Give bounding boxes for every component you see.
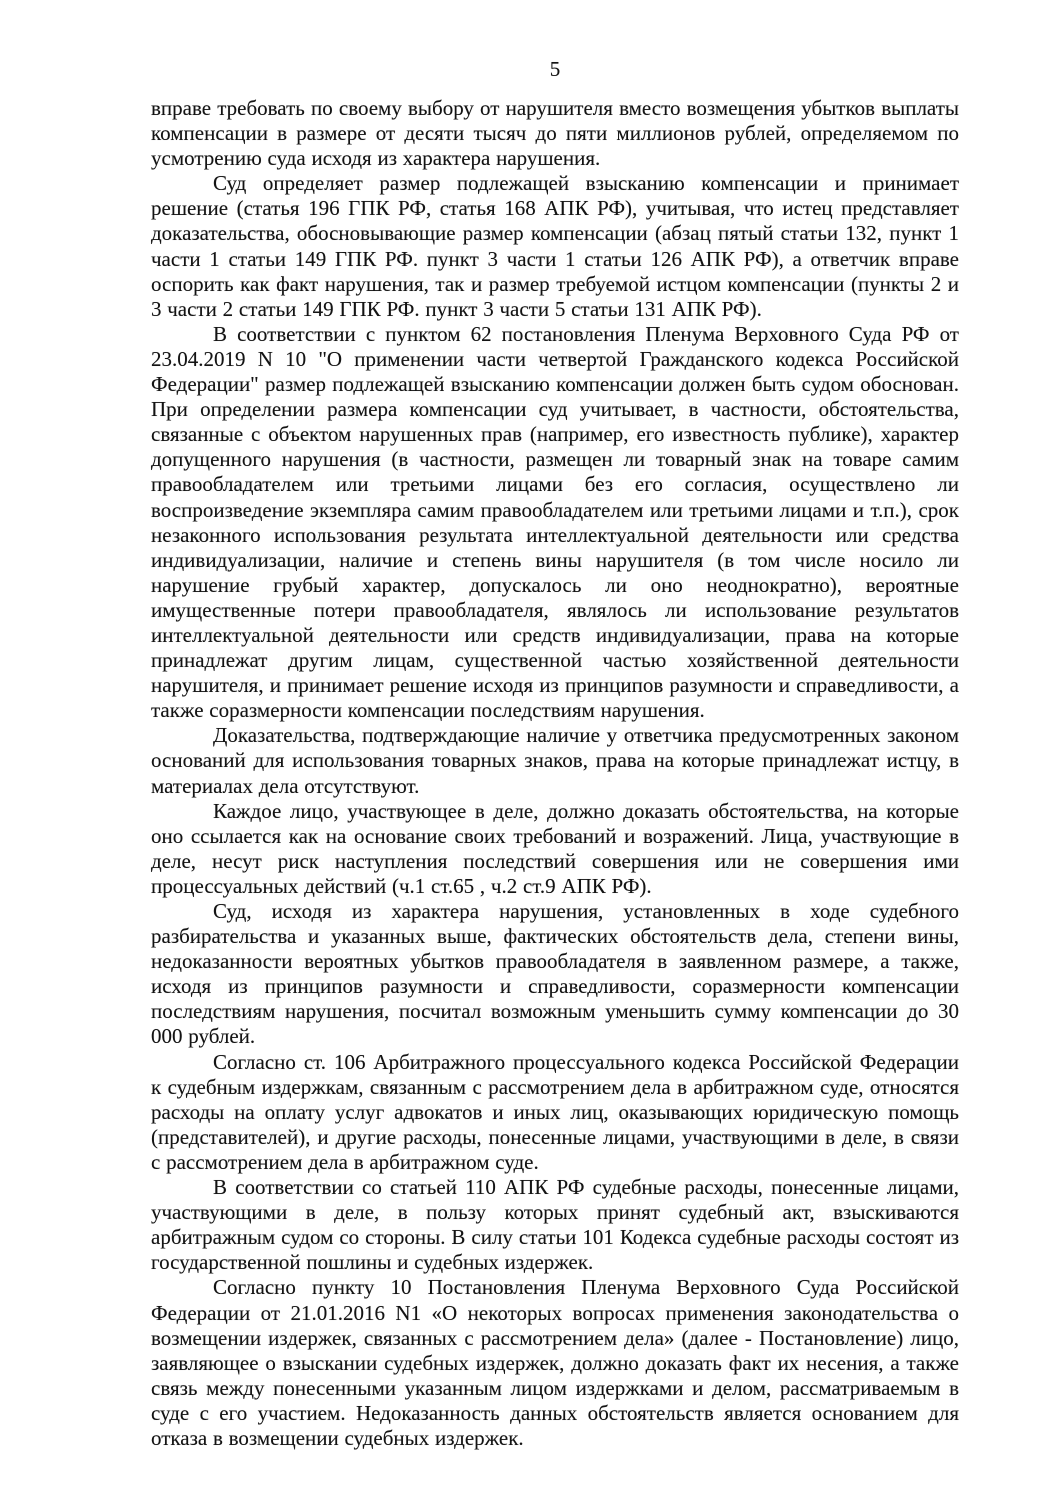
paragraph: Согласно ст. 106 Арбитражного процессуального кодекса Российской Федерации к судебным издержкам, связанным с рассмотрением дела в арбитражном суде, относятся расходы на оплату услуг адвокатов и иных лиц, оказывающих юридическую помощь (представителей), и другие расходы, понесенные лицами, участвующими в деле, в связи с рассмотрением дела в арбитражном суде. [151,1049,959,1174]
paragraph: В соответствии со статьей 110 АПК РФ судебные расходы, понесенные лицами, участвующими в деле, в пользу которых принят судебный акт, взыскиваются арбитражным судом со стороны. В силу статьи 101 Кодекса судебные расходы состоят из государственной пошлины и судебных издержек. [151,1175,959,1275]
paragraph: вправе требовать по своему выбору от нарушителя вместо возмещения убытков выплаты компенсации в размере от десяти тысяч до пяти миллионов рублей, определяемом по усмотрению суда исходя из характера нарушения. [151,96,959,171]
paragraph: Суд определяет размер подлежащей взысканию компенсации и принимает решение (статья 196 ГПК РФ, статья 168 АПК РФ), учитывая, что истец представляет доказательства, обосновывающие размер компенсации (абзац пятый статьи 132, пункт 1 части 1 статьи 149 ГПК РФ. пункт 3 части 1 статьи 126 АПК РФ), а ответчик вправе оспорить как факт нарушения, так и размер требуемой истцом компенсации (пункты 2 и 3 части 2 статьи 149 ГПК РФ. пункт 3 части 5 статьи 131 АПК РФ). [151,171,959,321]
paragraph: В соответствии с пунктом 62 постановления Пленума Верховного Суда РФ от 23.04.2019 N 10 "О применении части четвертой Гражданского кодекса Российской Федерации" размер подлежащей взысканию компенсации должен быть судом обоснован. При определении размера компенсации суд учитывает, в частности, обстоятельства, связанные с объектом нарушенных прав (например, его известность публике), характер допущенного нарушения (в частности, размещен ли товарный знак на товаре самим правообладателем или третьими лицами без его согласия, осуществлено ли воспроизведение экземпляра самим правообладателем или третьими лицами и т.п.), срок незаконного использования результата интеллектуальной деятельности или средства индивидуализации, наличие и степень вины нарушителя (в том числе носило ли нарушение грубый характер, допускалось ли оно неоднократно), вероятные имущественные потери правообладателя, являлось ли использование результатов интеллектуальной деятельности или средств индивидуализации, права на которые принадлежат другим лицам, существенной частью хозяйственной деятельности нарушителя, и принимает решение исходя из принципов разумности и справедливости, а также соразмерности компенсации последствиям нарушения. [151,321,959,723]
document-body [151,96,959,1451]
paragraph: Суд, исходя из характера нарушения, установленных в ходе судебного разбирательства и указанных выше, фактических обстоятельств дела, степени вины, недоказанности вероятных убытков правообладателя в заявленном размере, а также, исходя из принципов разумности и справедливости, соразмерности компенсации последствиям нарушения, посчитал возможным уменьшить сумму компенсации до 30 000 рублей. [151,899,959,1049]
paragraph: Каждое лицо, участвующее в деле, должно доказать обстоятельства, на которые оно ссылается как на основание своих требований и возражений. Лица, участвующие в деле, несут риск наступления последствий совершения или не совершения ими процессуальных действий (ч.1 ст.65 , ч.2 ст.9 АПК РФ). [151,798,959,898]
paragraph: Согласно пункту 10 Постановления Пленума Верховного Суда Российской Федерации от 21.01.2016 N1 «О некоторых вопросах применения законодательства о возмещении издержек, связанных с рассмотрением дела» (далее - Постановление) лицо, заявляющее о взыскании судебных издержек, должно доказать факт их несения, а также связь между понесенными указанным лицом издержками и делом, рассматриваемым в суде с его участием. Недоказанность данных обстоятельств является основанием для отказа в возмещении судебных издержек. [151,1275,959,1450]
page-number: 5 [549,57,561,81]
paragraph: Доказательства, подтверждающие наличие у ответчика предусмотренных законом оснований для использования товарных знаков, права на которые принадлежат истцу, в материалах дела отсутствуют. [151,723,959,798]
